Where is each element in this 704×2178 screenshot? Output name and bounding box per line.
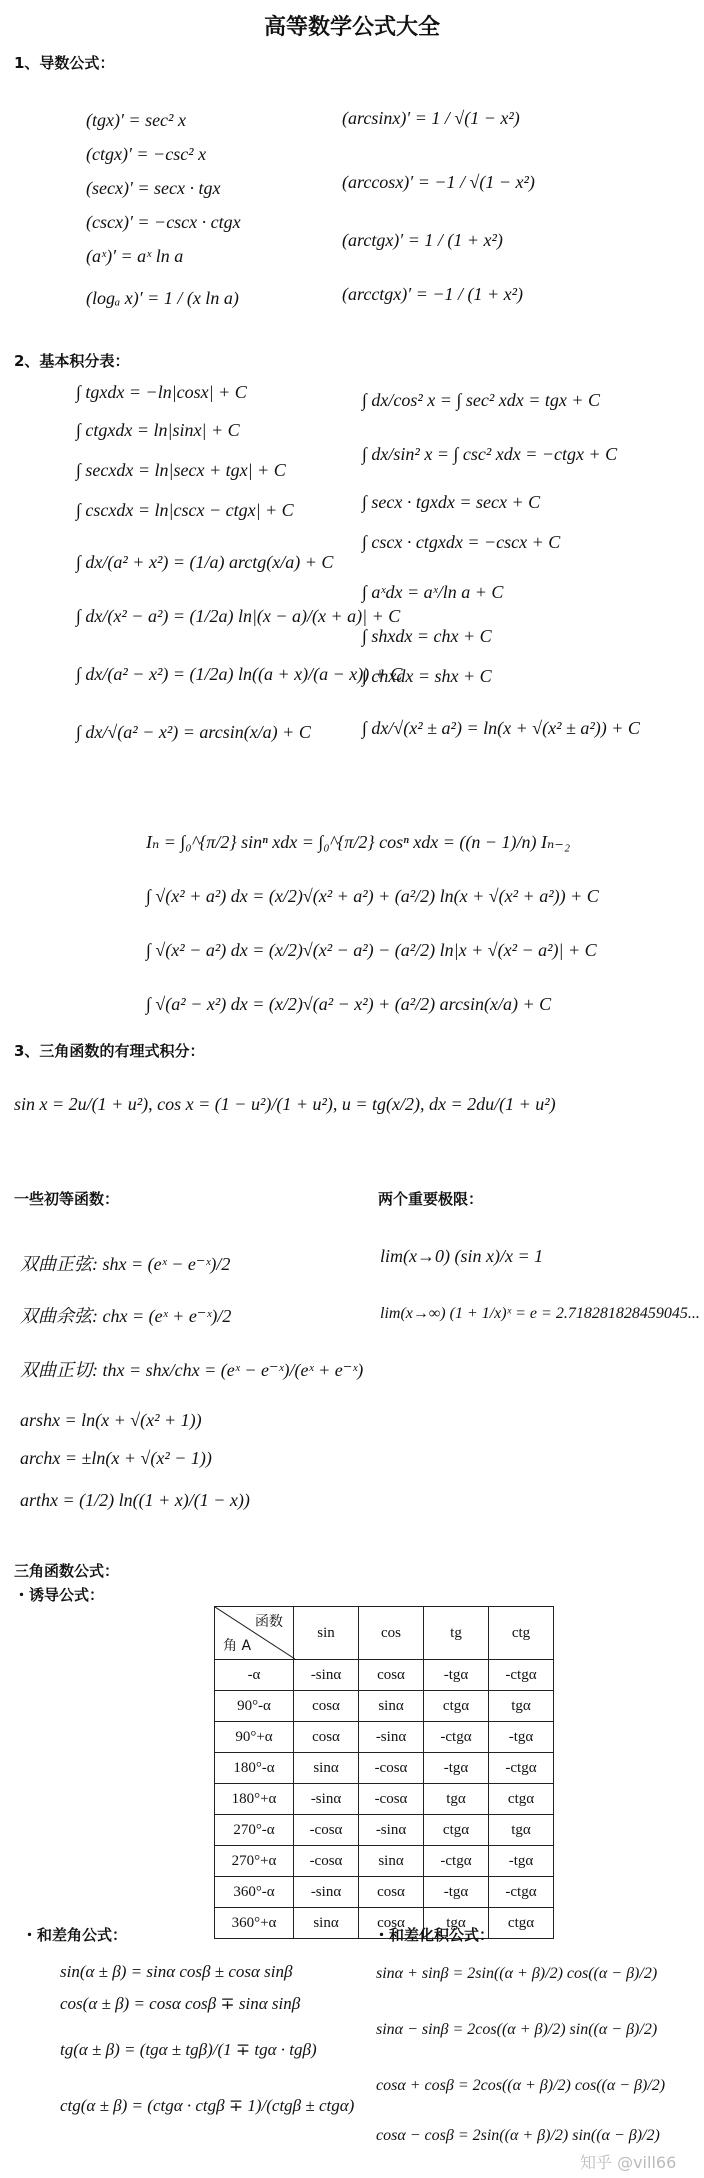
- section-elementary-heading: 一些初等函数：: [14, 1190, 120, 1208]
- table-cell: -cosα: [294, 1815, 359, 1846]
- formula: ∫ chxdx = shx + C: [362, 666, 492, 686]
- section-trig-formulas-heading: 三角函数公式：: [14, 1562, 120, 1580]
- formula: sinα − sinβ = 2cos((α + β)/2) sin((α − β)/2): [376, 2021, 658, 2038]
- table-cell: -sinα: [294, 1877, 359, 1908]
- table-row: [215, 1846, 554, 1877]
- table-cell: -tgα: [489, 1722, 554, 1753]
- table-row: [215, 1877, 554, 1908]
- table-row: [215, 1722, 554, 1753]
- formula: (arcctgx)′ = −1 / (1 + x²): [342, 284, 524, 304]
- section-sum-to-product-heading: ・和差化积公式：: [374, 1926, 495, 1944]
- table-cell: -ctgα: [424, 1846, 489, 1877]
- watermark: 知乎 @vill66: [580, 2153, 677, 2172]
- induction-table: [214, 1606, 554, 1939]
- table-cell: 270°-α: [215, 1815, 294, 1846]
- table-cell: 180°+α: [215, 1784, 294, 1815]
- table-cell: -cosα: [359, 1784, 424, 1815]
- section-integrals-heading: 2、基本积分表：: [14, 352, 130, 370]
- formula: ∫ secxdx = ln|secx + tgx| + C: [76, 460, 286, 480]
- formula: cosα − cosβ = 2sin((α + β)/2) sin((α − β)/2): [376, 2127, 660, 2144]
- formula: ∫ ctgxdx = ln|sinx| + C: [76, 420, 240, 440]
- formula: Iₙ = ∫₀^{π/2} sinⁿ xdx = ∫₀^{π/2} cosⁿ xdx = ((n − 1)/n) Iₙ₋₂: [146, 832, 571, 852]
- formula: (cscx)′ = −cscx · ctgx: [86, 212, 241, 232]
- formula: ∫ √(a² − x²) dx = (x/2)√(a² − x²) + (a²/2) arcsin(x/a) + C: [146, 994, 552, 1014]
- table-cell: 270°+α: [215, 1846, 294, 1877]
- table-cell: -sinα: [294, 1660, 359, 1691]
- formula: arshx = ln(x + √(x² + 1)): [20, 1410, 202, 1430]
- formula: 双曲余弦: chx = (eˣ + e⁻ˣ)/2: [20, 1306, 232, 1326]
- formula: (ctgx)′ = −csc² x: [86, 144, 207, 164]
- column-header: ctg: [489, 1607, 554, 1660]
- table-cell: cosα: [294, 1722, 359, 1753]
- formula: cos(α ± β) = cosα cosβ ∓ sinα sinβ: [60, 1994, 301, 2013]
- table-cell: -ctgα: [489, 1877, 554, 1908]
- table-cell: cosα: [359, 1877, 424, 1908]
- section-derivatives-heading: 1、导数公式：: [14, 54, 115, 72]
- formula: ∫ dx/(a² + x²) = (1/a) arctg(x/a) + C: [76, 552, 334, 572]
- table-cell: tgα: [424, 1908, 489, 1939]
- formula: arthx = (1/2) ln((1 + x)/(1 − x)): [20, 1490, 250, 1510]
- table-cell: ctgα: [424, 1691, 489, 1722]
- formula: ∫ dx/(a² − x²) = (1/2a) ln((a + x)/(a − x)) + C: [76, 664, 403, 684]
- table-cell: -ctgα: [424, 1722, 489, 1753]
- formula: ∫ tgxdx = −ln|cosx| + C: [76, 382, 247, 402]
- corner-bottom-label: 角 A: [223, 1638, 252, 1654]
- table-cell: 90°+α: [215, 1722, 294, 1753]
- formula: lim(x→0) (sin x)/x = 1: [380, 1246, 544, 1266]
- table-cell: -sinα: [359, 1722, 424, 1753]
- formula: ∫ dx/(x² − a²) = (1/2a) ln|(x − a)/(x + a)| + C: [76, 606, 401, 626]
- table-cell: sinα: [359, 1691, 424, 1722]
- table-cell: tgα: [489, 1815, 554, 1846]
- table-cell: ctgα: [489, 1908, 554, 1939]
- formula: ∫ √(x² − a²) dx = (x/2)√(x² − a²) − (a²/2) ln|x + √(x² − a²)| + C: [146, 940, 597, 960]
- formula: lim(x→∞) (1 + 1/x)ˣ = e = 2.718281828459045...: [380, 1305, 700, 1322]
- section-sum-diff-heading: ・和差角公式：: [22, 1926, 128, 1944]
- table-row: [215, 1815, 554, 1846]
- table-row: [215, 1660, 554, 1691]
- table-row: [215, 1753, 554, 1784]
- table-cell: sinα: [294, 1753, 359, 1784]
- section-trig-rational-heading: 3、三角函数的有理式积分：: [14, 1042, 205, 1060]
- formula: ∫ aˣdx = aˣ/ln a + C: [362, 582, 504, 602]
- column-header: tg: [424, 1607, 489, 1660]
- table-cell: tgα: [489, 1691, 554, 1722]
- formula: ∫ dx/cos² x = ∫ sec² xdx = tgx + C: [362, 390, 601, 410]
- formula: sinα + sinβ = 2sin((α + β)/2) cos((α − β)/2): [376, 1965, 658, 1982]
- formula: ∫ dx/sin² x = ∫ csc² xdx = −ctgx + C: [362, 444, 618, 464]
- table-cell: tgα: [424, 1784, 489, 1815]
- formula: 双曲正切: thx = shx/chx = (eˣ − e⁻ˣ)/(eˣ + e⁻ˣ): [20, 1360, 364, 1380]
- formula: (tgx)′ = sec² x: [86, 110, 186, 130]
- table-cell: -cosα: [294, 1846, 359, 1877]
- table-cell: -tgα: [424, 1753, 489, 1784]
- formula: ∫ cscx · ctgxdx = −cscx + C: [362, 532, 561, 552]
- formula: ∫ √(x² + a²) dx = (x/2)√(x² + a²) + (a²/2) ln(x + √(x² + a²)) + C: [146, 886, 599, 906]
- table-cell: sinα: [359, 1846, 424, 1877]
- column-header: cos: [359, 1607, 424, 1660]
- formula: (arctgx)′ = 1 / (1 + x²): [342, 230, 503, 250]
- table-cell: -sinα: [294, 1784, 359, 1815]
- table-cell: ctgα: [489, 1784, 554, 1815]
- table-cell: -ctgα: [489, 1660, 554, 1691]
- table-row: [215, 1784, 554, 1815]
- table-cell: -tgα: [424, 1877, 489, 1908]
- formula: (logₐ x)′ = 1 / (x ln a): [86, 288, 239, 308]
- table-cell: -tgα: [424, 1660, 489, 1691]
- formula: 双曲正弦: shx = (eˣ − e⁻ˣ)/2: [20, 1254, 231, 1274]
- table-cell: 360°-α: [215, 1877, 294, 1908]
- formula: (arcsinx)′ = 1 / √(1 − x²): [342, 108, 520, 128]
- column-header: sin: [294, 1607, 359, 1660]
- table-cell: cosα: [294, 1691, 359, 1722]
- formula: archx = ±ln(x + √(x² − 1)): [20, 1448, 212, 1468]
- formula: tg(α ± β) = (tgα ± tgβ)/(1 ∓ tgα · tgβ): [60, 2040, 317, 2059]
- table-cell: cosα: [359, 1908, 424, 1939]
- table-cell: cosα: [359, 1660, 424, 1691]
- table-cell: ctgα: [424, 1815, 489, 1846]
- table-cell: -sinα: [359, 1815, 424, 1846]
- table-cell: 180°-α: [215, 1753, 294, 1784]
- section-induction-heading: ・诱导公式：: [14, 1586, 105, 1604]
- corner-top-label: 函数: [255, 1614, 283, 1630]
- table-cell: sinα: [294, 1908, 359, 1939]
- formula: ∫ dx/√(x² ± a²) = ln(x + √(x² ± a²)) + C: [362, 718, 640, 738]
- formula: (arccosx)′ = −1 / √(1 − x²): [342, 172, 535, 192]
- section-limits-heading: 两个重要极限：: [378, 1190, 484, 1208]
- formula: ctg(α ± β) = (ctgα · ctgβ ∓ 1)/(ctgβ ± ctgα): [60, 2096, 355, 2115]
- table-cell: -α: [215, 1660, 294, 1691]
- formula: sin(α ± β) = sinα cosβ ± cosα sinβ: [60, 1962, 293, 1981]
- table-cell: 90°-α: [215, 1691, 294, 1722]
- formula: ∫ dx/√(a² − x²) = arcsin(x/a) + C: [76, 722, 311, 742]
- table-header-row: [215, 1607, 554, 1660]
- table-cell: -tgα: [489, 1846, 554, 1877]
- table-corner-cell: [215, 1607, 294, 1660]
- table-row: [215, 1691, 554, 1722]
- formula: sin x = 2u/(1 + u²), cos x = (1 − u²)/(1 + u²), u = tg(x/2), dx = 2du/(1 + u²): [14, 1094, 556, 1114]
- table-cell: -ctgα: [489, 1753, 554, 1784]
- table-cell: -cosα: [359, 1753, 424, 1784]
- page-title: 高等数学公式大全: [263, 15, 440, 40]
- formula: ∫ secx · tgxdx = secx + C: [362, 492, 541, 512]
- formula: (secx)′ = secx · tgx: [86, 178, 221, 198]
- formula: (aˣ)′ = aˣ ln a: [86, 246, 184, 266]
- formula: cosα + cosβ = 2cos((α + β)/2) cos((α − β)/2): [376, 2077, 666, 2094]
- table-cell: 360°+α: [215, 1908, 294, 1939]
- formula: ∫ shxdx = chx + C: [362, 626, 492, 646]
- formula: ∫ cscxdx = ln|cscx − ctgx| + C: [76, 500, 294, 520]
